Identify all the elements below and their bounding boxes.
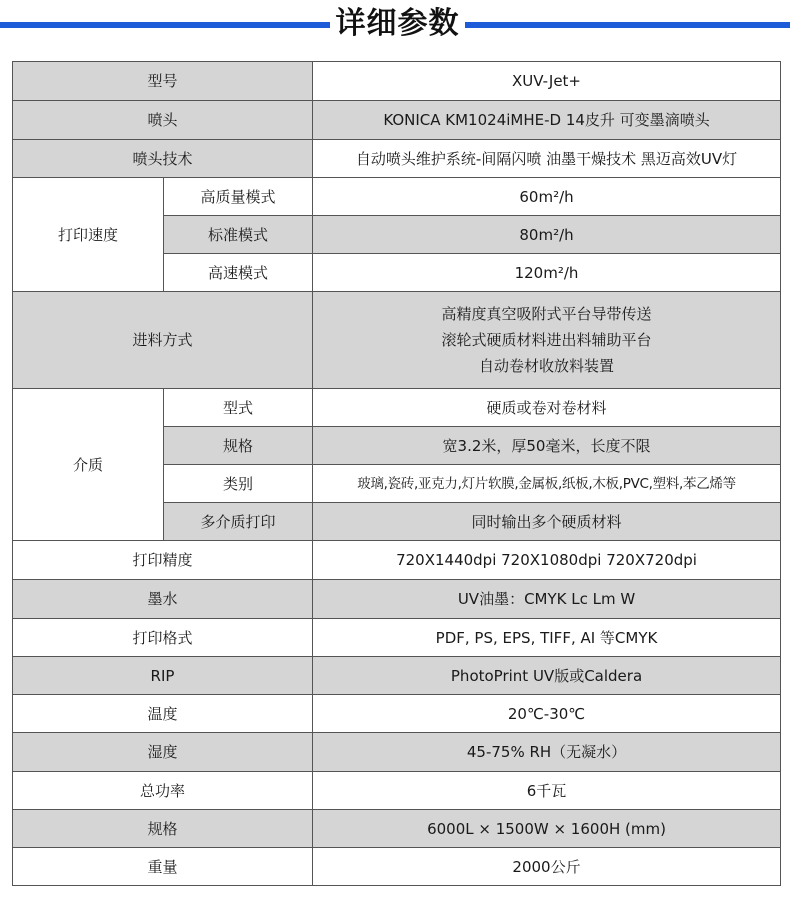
table-row [13,292,781,389]
table-row [13,580,781,619]
table-row [13,848,781,886]
row-label-dimensions: 规格 [13,810,313,848]
table-row [13,733,781,772]
row-label-resolution: 打印精度 [13,541,313,580]
feed-line: 自动卷材收放料装置 [479,357,615,375]
row-label-rip: RIP [13,657,313,695]
media-value: 硬质或卷对卷材料 [313,389,781,427]
spec-table [12,61,781,886]
table-row [13,62,781,101]
table-row [13,772,781,810]
row-value-printhead: KONICA KM1024iMHE-D 14皮升 可变墨滴喷头 [313,101,781,140]
speed-mode-value: 80m²/h [313,216,781,254]
table-row [13,619,781,657]
section-header [0,0,790,52]
table-row [13,810,781,848]
feed-line: 滚轮式硬质材料进出料辅助平台 [441,331,652,349]
media-key: 多介质打印 [164,503,313,541]
media-value: 同时输出多个硬质材料 [313,503,781,541]
header-bar-right [465,22,790,28]
speed-mode-label: 高速模式 [164,254,313,292]
table-row [13,140,781,178]
row-value-feed [313,292,781,389]
row-label-ink: 墨水 [13,580,313,619]
table-row [13,541,781,580]
row-label-power: 总功率 [13,772,313,810]
table-row [13,389,781,427]
row-label-temperature: 温度 [13,695,313,733]
row-value-resolution: 720X1440dpi 720X1080dpi 720X720dpi [313,541,781,580]
row-value-ink: UV油墨：CMYK Lc Lm W [313,580,781,619]
media-value: 玻璃,瓷砖,亚克力,灯片软膜,金属板,纸板,木板,PVC,塑料,苯乙烯等 [313,465,781,503]
row-label-head-tech: 喷头技术 [13,140,313,178]
row-value-model: XUV-Jet+ [313,62,781,101]
media-key: 类别 [164,465,313,503]
speed-mode-label: 标准模式 [164,216,313,254]
row-label-media: 介质 [13,389,164,541]
table-row [13,101,781,140]
table-row [13,657,781,695]
row-value-temperature: 20℃-30℃ [313,695,781,733]
row-value-power: 6千瓦 [313,772,781,810]
row-value-rip: PhotoPrint UV版或Caldera [313,657,781,695]
media-value: 宽3.2米，厚50毫米，长度不限 [313,427,781,465]
row-label-print-speed: 打印速度 [13,178,164,292]
row-label-format: 打印格式 [13,619,313,657]
page-title: 详细参数 [335,6,460,41]
row-label-model: 型号 [13,62,313,101]
row-value-head-tech: 自动喷头维护系统-间隔闪喷 油墨干燥技术 黑迈高效UV灯 [313,140,781,178]
row-value-format: PDF, PS, EPS, TIFF, AI 等CMYK [313,619,781,657]
media-key: 规格 [164,427,313,465]
table-row [13,695,781,733]
row-label-weight: 重量 [13,848,313,886]
row-value-weight: 2000公斤 [313,848,781,886]
feed-line: 高精度真空吸附式平台导带传送 [441,305,652,323]
header-bar-left [0,22,330,28]
row-label-humidity: 湿度 [13,733,313,772]
table-row [13,178,781,216]
row-label-feed: 进料方式 [13,292,313,389]
row-label-printhead: 喷头 [13,101,313,140]
speed-mode-value: 120m²/h [313,254,781,292]
speed-mode-value: 60m²/h [313,178,781,216]
media-key: 型式 [164,389,313,427]
row-value-dimensions: 6000L × 1500W × 1600H (mm) [313,810,781,848]
speed-mode-label: 高质量模式 [164,178,313,216]
row-value-humidity: 45-75% RH（无凝水） [313,733,781,772]
